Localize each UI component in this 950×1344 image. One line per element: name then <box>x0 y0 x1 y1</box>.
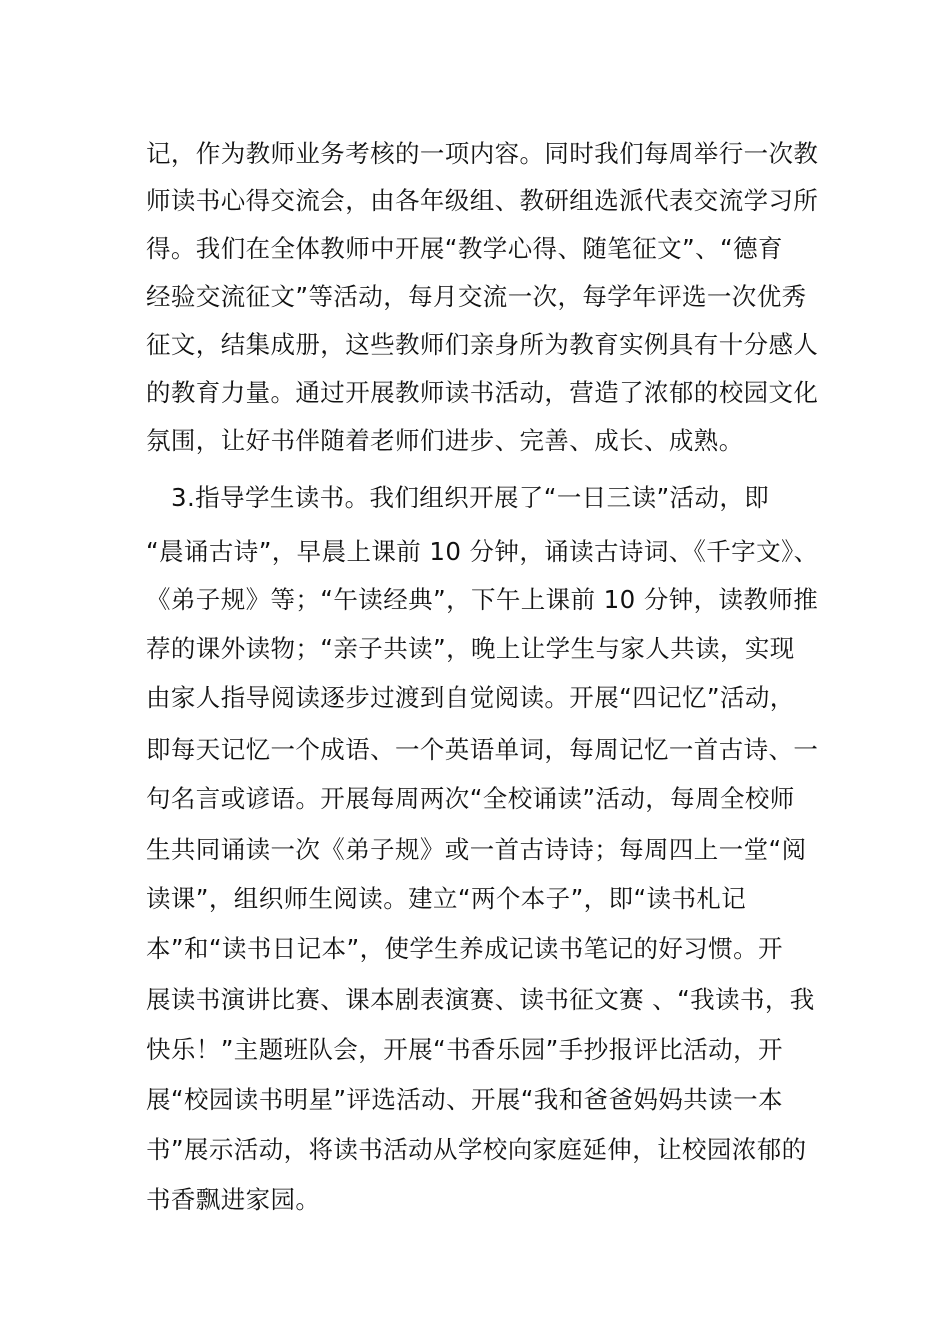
text-line: 经验交流征文”等活动，每月交流一次，每学年评选一次优秀 <box>146 282 807 311</box>
text-line: 展读书演讲比赛、课本剧表演赛、读书征文赛 、“我读书，我 <box>146 985 815 1014</box>
text-line: 即每天记忆一个成语、一个英语单词，每周记忆一首古诗、一 <box>146 735 819 764</box>
text-line: 书”展示活动，将读书活动从学校向家庭延伸，让校园浓郁的 <box>146 1135 807 1164</box>
text-line: 氛围，让好书伴随着老师们进步、完善、成长、成熟。 <box>146 426 744 455</box>
text-line: 读课”，组织师生阅读。建立“两个本子”，即“读书札记 <box>146 884 747 913</box>
text-line: 《弟子规》等；“午读经典”，下午上课前 10 分钟，读教师推 <box>146 585 819 614</box>
text-line: 本”和“读书日记本”，使学生养成记读书笔记的好习惯。开 <box>146 934 783 963</box>
text-line: “晨诵古诗”，早晨上课前 10 分钟，诵读古诗词、《千字文》、 <box>146 537 819 566</box>
text-line: 的教育力量。通过开展教师读书活动，营造了浓郁的校园文化 <box>146 378 819 407</box>
text-line: 记，作为教师业务考核的一项内容。同时我们每周举行一次教 <box>146 139 819 168</box>
text-line: 荐的课外读物；“亲子共读”，晚上让学生与家人共读，实现 <box>146 634 795 663</box>
section-heading-line: 3.指导学生读书。我们组织开展了“一日三读”活动，即 <box>171 483 770 512</box>
text-line: 师读书心得交流会，由各年级组、教研组选派代表交流学习所 <box>146 186 819 215</box>
text-line: 展“校园读书明星”评选活动、开展“我和爸爸妈妈共读一本 <box>146 1085 783 1114</box>
text-line: 书香飘进家园。 <box>146 1185 321 1214</box>
text-line: 句名言或谚语。开展每周两次“全校诵读”活动，每周全校师 <box>146 784 795 813</box>
text-line: 由家人指导阅读逐步过渡到自觉阅读。开展“四记忆”活动， <box>146 683 795 712</box>
text-line: 得。我们在全体教师中开展“教学心得、随笔征文”、“德育 <box>146 234 783 263</box>
text-line: 快乐！”主题班队会，开展“书香乐园”手抄报评比活动，开 <box>146 1035 783 1064</box>
text-line: 生共同诵读一次《弟子规》或一首古诗诗；每周四上一堂“阅 <box>146 835 807 864</box>
text-line: 征文，结集成册，这些教师们亲身所为教育实例具有十分感人 <box>146 330 819 359</box>
